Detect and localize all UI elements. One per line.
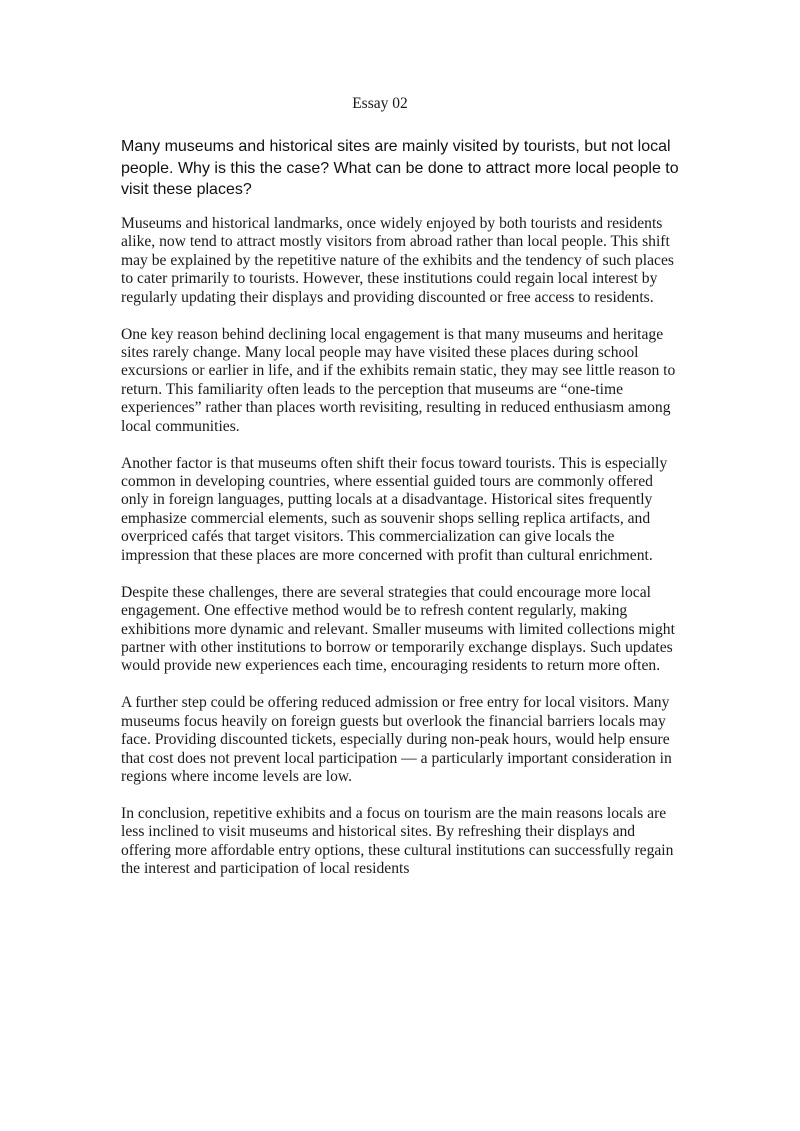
paragraph-solution-refresh-content: Despite these challenges, there are several strategies that could encourage more local engagement. One effective method would be to refresh content regularly, making exhibitions more dynamic and relevant. Smaller museums with limited collections might partner with other institutions to borrow or temporarily exchange displays. Such updates would provide new experiences each time, encouraging residents to return more often. bbox=[121, 583, 675, 675]
paragraph-reason-tourist-focus: Another factor is that museums often shift their focus toward tourists. This is especially common in developing countries, where essential guided tours are commonly offered only in foreign languages, putting locals at a disadvantage. Historical sites frequently emphasize commercial elements, such as souvenir shops selling replica artifacts, and overpriced cafés that target visitors. This commercialization can give locals the impression that these places are more concerned with profit than cultural enrichment. bbox=[121, 454, 668, 564]
paragraph-introduction: Museums and historical landmarks, once widely enjoyed by both tourists and residents alike, now tend to attract mostly visitors from abroad rather than local people. This shift may be explained by the repetitive nature of the exhibits and the tendency of such places to cater primarily to tourists. However, these institutions could regain local interest by regularly updating their displays and providing discounted or free access to residents. bbox=[121, 215, 674, 306]
essay-title: Essay 02 bbox=[352, 95, 408, 112]
paragraph-reason-static-exhibits: One key reason behind declining local engagement is that many museums and heritage sites rarely change. Many local people may have visited these places during school excursions or earlier in life, and if the exhibits remain static, they may see little reason to return. This familiarity often leads to the perception that museums are “one-time experiences” rather than places worth revisiting, resulting in reduced enthusiasm among local communities. bbox=[121, 325, 676, 435]
paragraph-conclusion: In conclusion, repetitive exhibits and a focus on tourism are the main reasons locals are less inclined to visit museums and historical sites. By refreshing their displays and offering more affordable entry options, these cultural institutions can successfully regain the interest and participation of local residents bbox=[121, 804, 674, 878]
essay-prompt: Many museums and historical sites are mainly visited by tourists, but not local people. Why is this the case? What can be done to attract more local people to visit these places? bbox=[121, 138, 679, 198]
essay-body bbox=[121, 215, 681, 897]
paragraph-solution-reduced-admission: A further step could be offering reduced admission or free entry for local visitors. Many museums focus heavily on foreign guests but overlook the financial barriers locals may face. Providing discounted tickets, especially during non-peak hours, would help ensure that cost does not prevent local participation — a particularly important consideration in regions where income levels are low. bbox=[121, 694, 672, 785]
